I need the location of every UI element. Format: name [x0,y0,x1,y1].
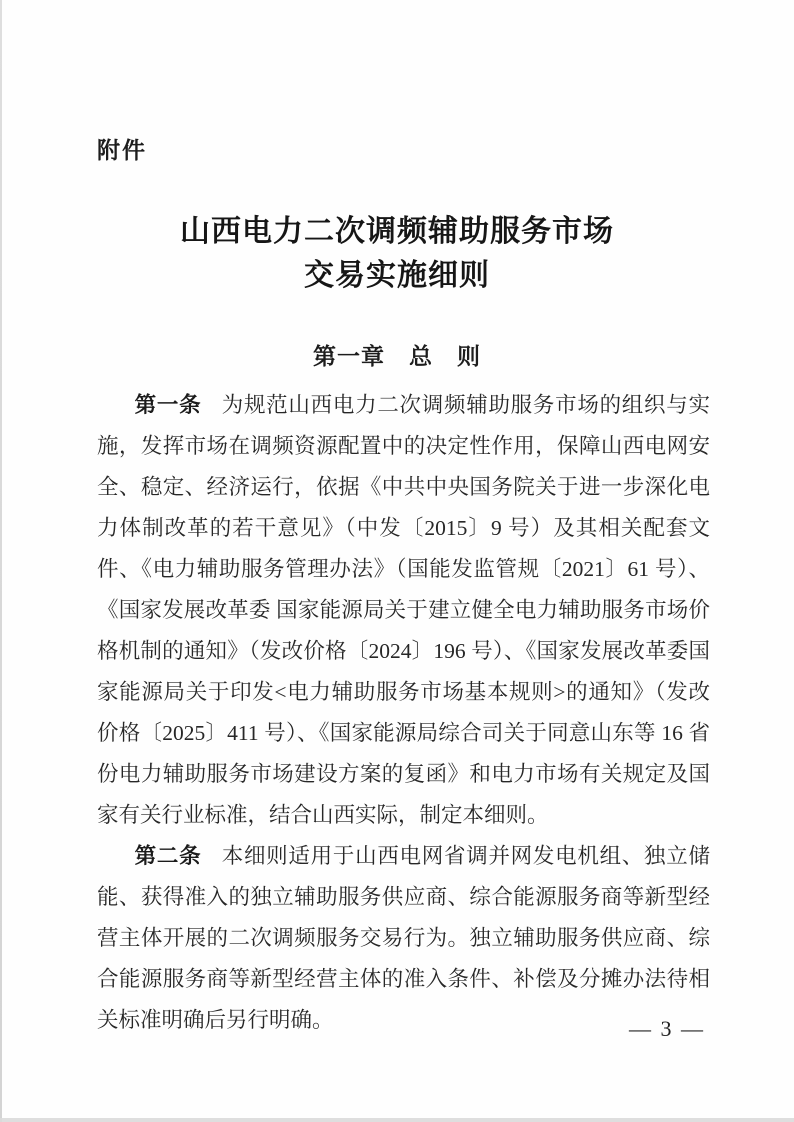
scan-edge-left [0,0,2,1122]
attachment-label: 附件 [97,138,147,163]
page-number: — 3 — [629,1016,705,1041]
document-body [97,385,710,1041]
article-2-text: 本细则适用于山西电网省调并网发电机组、独立储能、获得准入的独立辅助服务供应商、综合能源服务商等新型经营主体开展的二次调频服务交易行为。独立辅助服务供应商、综合能源服务商等新型经营主体的准入条件、补偿及分摊办法待相关标准明确后另行明确。 [97,844,710,1032]
document-title-line1: 山西电力二次调频辅助服务市场 [180,215,614,248]
article-1-text: 为规范山西电力二次调频辅助服务市场的组织与实施，发挥市场在调频资源配置中的决定性作用，保障山西电网安全、稳定、经济运行，依据《中共中央国务院关于进一步深化电力体制改革的若干意见》（中发〔2015〕9 号）及其相关配套文件、《电力辅助服务管理办法》（国能发监管规〔2021〕61 号）、《国家发展改革委 国家能源局关于建立健全电力辅助服务市场价格机制的通知》（发改价格〔2024〕196 号）、《国家发展改革委国家能源局关于印发<电力辅助服务市场基本规则>的通知》（发改价格〔2025〕411 号）、《国家能源局综合司关于同意山东等 16 省份电力辅助服务市场建设方案的复函》和电力市场有关规定及国家有关行业标准，结合山西实际，制定本细则。 [97,393,710,827]
chapter-heading: 第一章 总 则 [313,344,481,369]
article-2 [97,836,710,1041]
article-2-label: 第二条 [134,844,202,868]
document-title [0,210,794,298]
article-1-label: 第一条 [134,393,202,417]
article-1 [97,385,710,836]
scan-edge-bottom [0,1118,794,1122]
document-title-line2: 交易实施细则 [304,259,490,292]
